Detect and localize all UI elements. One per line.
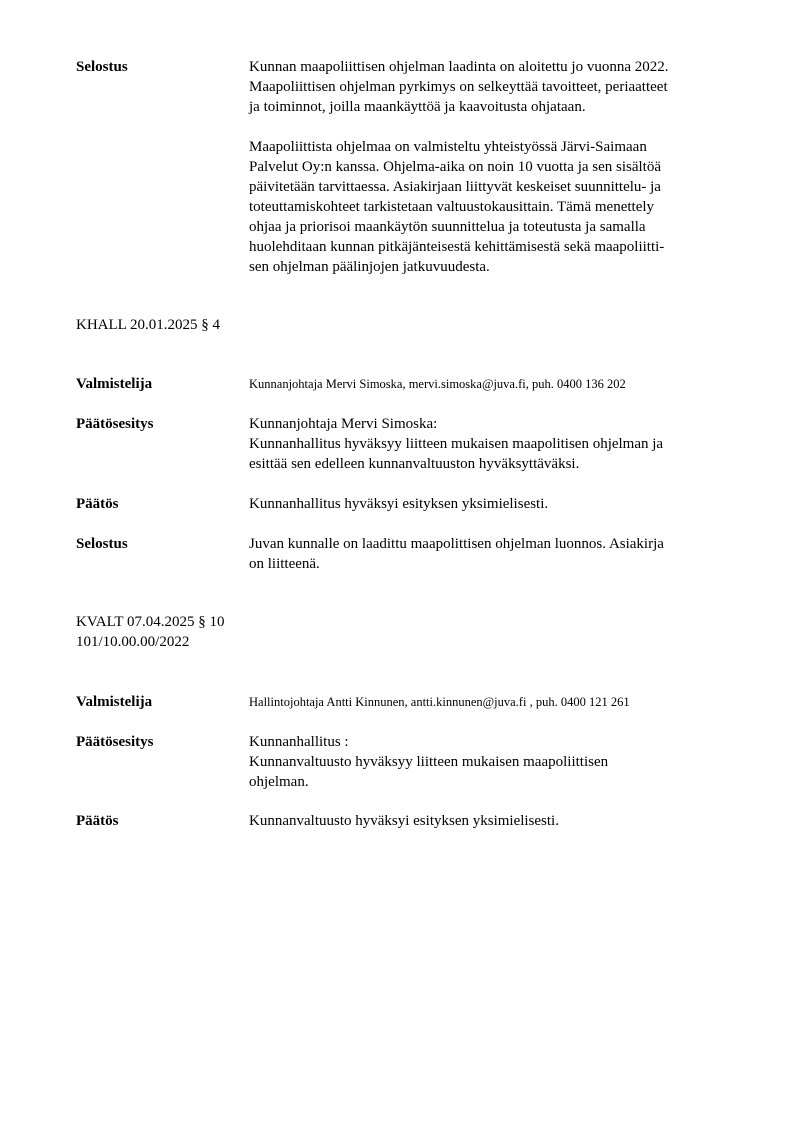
paatos-content — [249, 811, 738, 831]
paatos-content — [249, 494, 738, 514]
paatosesitys-content — [249, 732, 738, 792]
paatosesitys-line: Kunnanjohtaja Mervi Simoska: — [249, 416, 438, 432]
paatosesitys-line: Kunnanvaltuusto hyväksyy liitteen mukaisen maapoliittisen — [249, 754, 609, 770]
selostus-p1-line: ja toiminnot, joilla maankäyttöä ja kaavoitusta ohjataan. — [249, 99, 586, 115]
selostus-label: Selostus — [76, 536, 128, 552]
paatosesitys-label: Päätösesitys — [76, 416, 154, 432]
paatosesitys-content — [249, 414, 738, 474]
selostus-content — [249, 534, 738, 574]
valmistelija-text: Kunnanjohtaja Mervi Simoska, mervi.simoska@juva.fi, puh. 0400 136 202 — [249, 377, 626, 391]
paatosesitys-line: Kunnanhallitus : — [249, 734, 349, 750]
valmistelija-label: Valmistelija — [76, 694, 153, 710]
selostus-p1-line: Kunnan maapoliittisen ohjelman laadinta on aloitettu jo vuonna 2022. — [249, 59, 669, 75]
valmistelija-text: Hallintojohtaja Antti Kinnunen, antti.kinnunen@juva.fi , puh. 0400 121 261 — [249, 695, 630, 709]
khall-heading: KHALL 20.01.2025 § 4 — [76, 317, 221, 333]
paatosesitys-line: Kunnanhallitus hyväksyy liitteen mukaisen maapolitisen ohjelman ja — [249, 436, 664, 452]
valmistelija-content — [249, 374, 738, 394]
paragraph-gap — [249, 117, 738, 137]
paatos-text: Kunnanhallitus hyväksyi esityksen yksimielisesti. — [249, 496, 549, 512]
selostus-p2-line: huolehditaan kunnan pitkäjänteisestä kehittämisestä sekä maapoliitti- — [249, 239, 665, 255]
selostus-p2-line: päivitetään tarvittaessa. Asiakirjaan liittyvät keskeiset suunnittelu- ja — [249, 179, 661, 195]
kvalt-heading: KVALT 07.04.2025 § 10 — [76, 614, 225, 630]
selostus-content — [249, 57, 738, 277]
paatos-label: Päätös — [76, 496, 119, 512]
selostus-p2-line: Palvelut Oy:n kanssa. Ohjelma-aika on noin 10 vuotta ja sen sisältöä — [249, 159, 662, 175]
selostus-line: on liitteenä. — [249, 556, 320, 572]
valmistelija-label: Valmistelija — [76, 376, 153, 392]
selostus-p2-line: toteuttamiskohteet tarkistetaan valtuustokausittain. Tämä menettely — [249, 199, 655, 215]
selostus-p2-line: Maapoliittista ohjelmaa on valmisteltu yhteistyössä Järvi-Saimaan — [249, 139, 647, 155]
paatosesitys-line: ohjelman. — [249, 774, 309, 790]
selostus-p2-line: sen ohjelman päälinjojen jatkuvuudesta. — [249, 259, 490, 275]
selostus-line: Juvan kunnalle on laadittu maapolittisen ohjelman luonnos. Asiakirja — [249, 536, 664, 552]
paatos-label: Päätös — [76, 813, 119, 829]
paatosesitys-label: Päätösesitys — [76, 734, 154, 750]
selostus-label: Selostus — [76, 59, 128, 75]
kvalt-reference: 101/10.00.00/2022 — [76, 634, 190, 650]
valmistelija-content — [249, 692, 738, 712]
paatosesitys-line: esittää sen edelleen kunnanvaltuuston hyväksyttäväksi. — [249, 456, 580, 472]
selostus-p1-line: Maapoliittisen ohjelman pyrkimys on selkeyttää tavoitteet, periaatteet — [249, 79, 668, 95]
paatos-text: Kunnanvaltuusto hyväksyi esityksen yksimielisesti. — [249, 813, 559, 829]
selostus-p2-line: ohjaa ja priorisoi maankäytön suunnittelua ja toteutusta ja samalla — [249, 219, 646, 235]
